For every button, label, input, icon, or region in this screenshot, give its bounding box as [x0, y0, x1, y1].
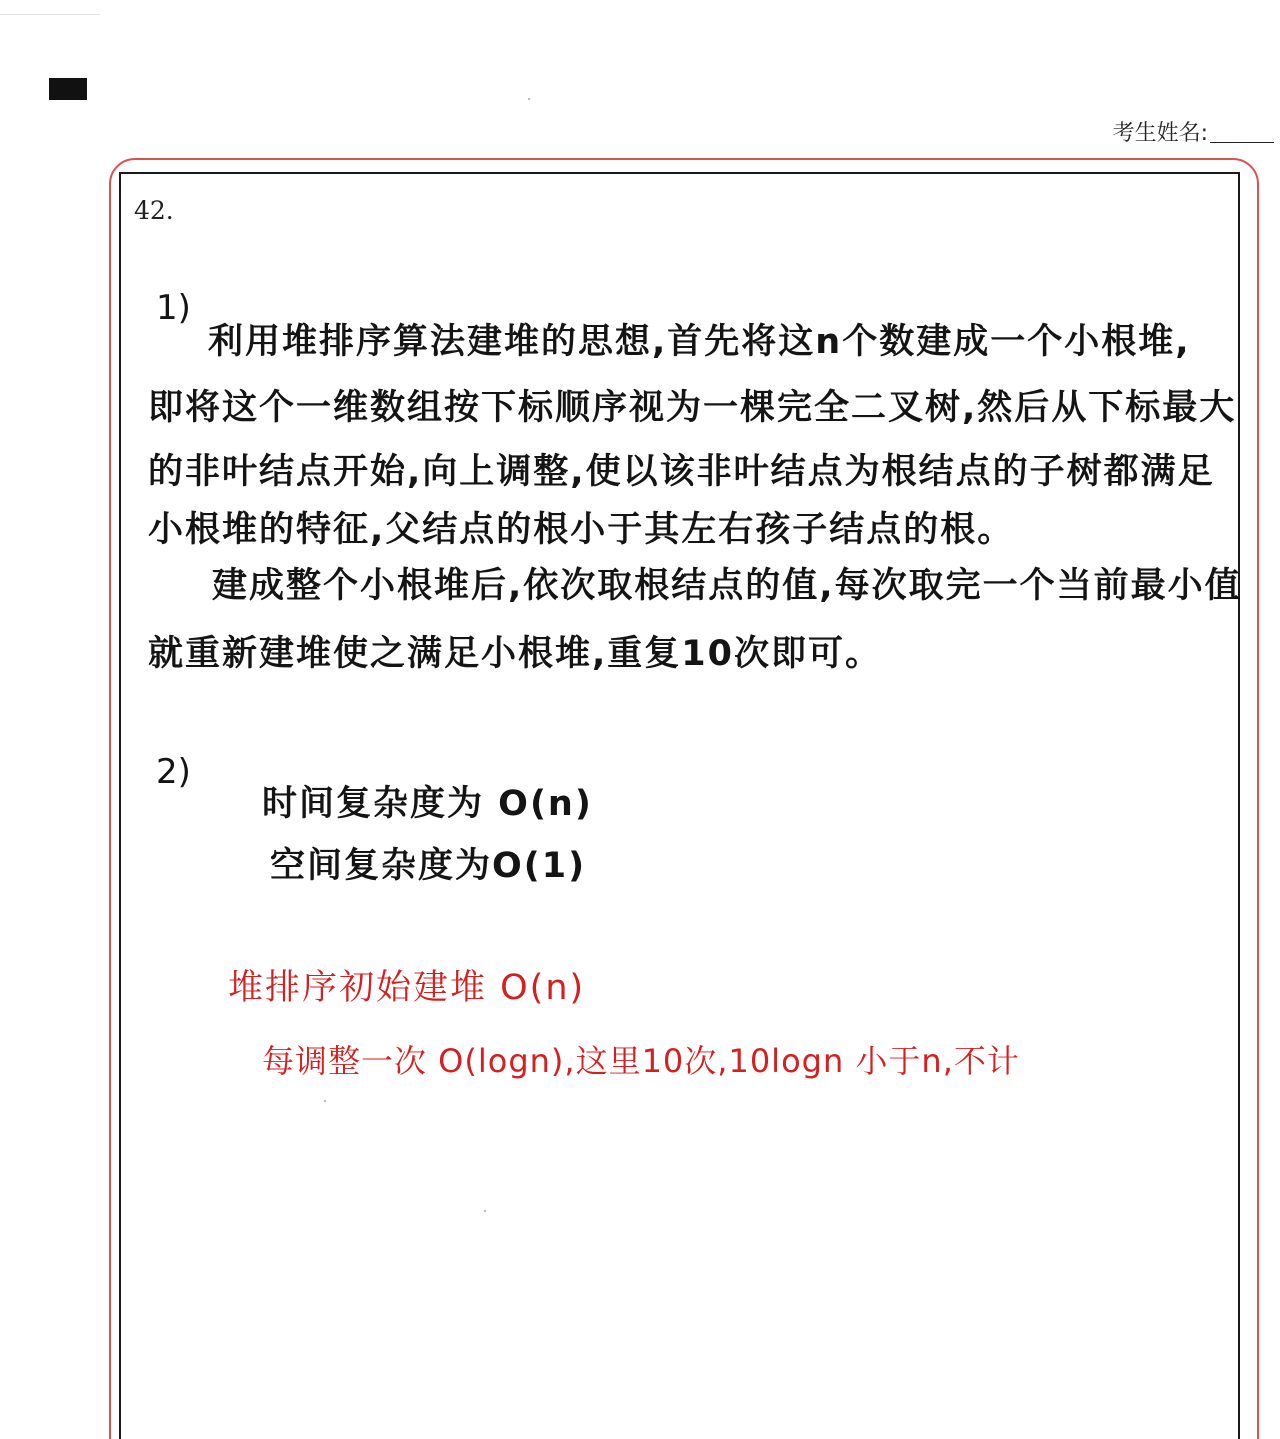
scan-speck	[324, 1100, 326, 1102]
part2-label: 2)	[156, 752, 191, 792]
grader-note-line-2: 每调整一次 O(logn),这里10次,10logn 小于n,不计	[262, 1042, 1020, 1080]
top-rule	[0, 14, 100, 15]
part1-line-4: 小根堆的特征,父结点的根小于其左右孩子结点的根。	[148, 510, 1015, 550]
grader-note-line-1: 堆排序初始建堆 O(n)	[228, 968, 586, 1008]
scan-speck	[528, 98, 530, 100]
part1-line-2: 即将这个一维数组按下标顺序视为一棵完全二叉树,然后从下标最大	[148, 388, 1237, 428]
question-number: 42.	[134, 196, 174, 225]
scan-speck	[484, 1210, 486, 1212]
timing-mark	[49, 78, 87, 100]
part1-label: 1)	[156, 288, 191, 328]
candidate-name-area	[1113, 116, 1274, 147]
part1-line-1: 利用堆排序算法建堆的思想,首先将这n个数建成一个小根堆,	[208, 322, 1191, 362]
space-complexity-line: 空间复杂度为O(1)	[270, 846, 587, 886]
name-blank-line	[1210, 142, 1274, 143]
time-complexity-line: 时间复杂度为 O(n)	[262, 784, 593, 824]
part1-line-6: 就重新建堆使之满足小根堆,重复10次即可。	[148, 634, 883, 674]
name-label: 考生姓名:	[1112, 121, 1208, 146]
part1-line-3: 的非叶结点开始,向上调整,使以该非叶结点为根结点的子树都满足	[148, 452, 1215, 492]
part1-line-5: 建成整个小根堆后,依次取根结点的值,每次取完一个当前最小值	[212, 566, 1242, 606]
